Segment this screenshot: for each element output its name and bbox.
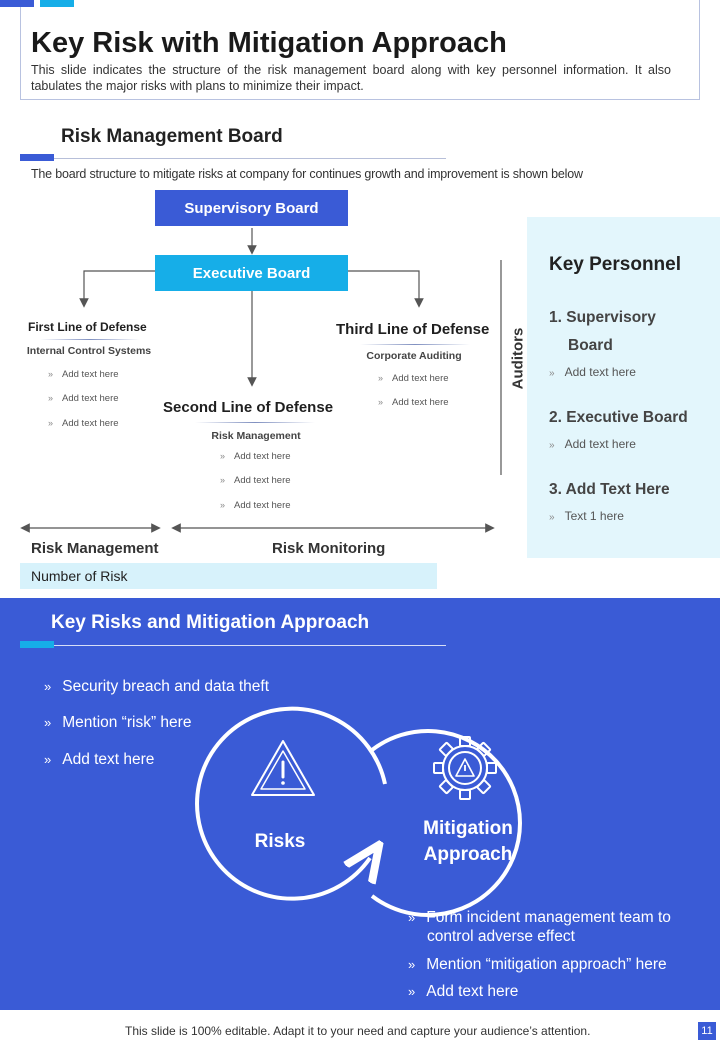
page-subtitle: This slide indicates the structure of the risk management board along with key personnel information. It also tabulates the major risks with plans to minimize their impact. bbox=[31, 63, 671, 93]
key-personnel-item: 3. Add Text Here bbox=[549, 481, 670, 498]
third-line-subtitle: Corporate Auditing bbox=[366, 350, 462, 362]
auditors-label: Auditors bbox=[509, 327, 527, 390]
page-number: 11 bbox=[698, 1022, 716, 1040]
risk-management-label: Risk Management bbox=[31, 540, 159, 557]
key-personnel-item: 1. Supervisory bbox=[549, 309, 656, 326]
risks-circle-arc bbox=[197, 709, 385, 899]
risk-bullet: » Security breach and data theft bbox=[44, 678, 270, 695]
warning-triangle-icon bbox=[252, 741, 314, 795]
second-line-bullet: » Add text here bbox=[220, 500, 291, 511]
key-personnel-item-cont: Board bbox=[568, 337, 613, 354]
footer-note: This slide is 100% editable. Adapt it to your need and capture your audience’s attention. bbox=[125, 1024, 591, 1038]
risks-label: Risks bbox=[254, 831, 306, 852]
key-personnel-bullet: » Add text here bbox=[549, 437, 636, 451]
executive-board-box: Executive Board bbox=[155, 255, 348, 291]
approach-bullet: » Mention “mitigation approach” here bbox=[408, 956, 667, 973]
risk-mitigation-cycle bbox=[0, 598, 720, 1010]
third-line-bullet: » Add text here bbox=[378, 373, 449, 384]
board-section-title: Risk Management Board bbox=[61, 126, 283, 147]
second-line-bullet: » Add text here bbox=[220, 475, 291, 486]
second-line-subtitle: Risk Management bbox=[211, 430, 301, 442]
key-personnel-bullet: » Text 1 here bbox=[549, 509, 624, 523]
risk-monitoring-label: Risk Monitoring bbox=[272, 540, 386, 557]
second-line-underline bbox=[195, 422, 315, 423]
key-personnel-item: 2. Executive Board bbox=[549, 409, 688, 426]
first-line-subtitle: Internal Control Systems bbox=[26, 345, 152, 357]
mitigation-section-title: Key Risks and Mitigation Approach bbox=[51, 612, 370, 633]
key-personnel-title: Key Personnel bbox=[549, 254, 681, 275]
second-line-bullet: » Add text here bbox=[220, 451, 291, 462]
key-personnel-bullet: » Add text here bbox=[549, 365, 636, 379]
third-line-bullet: » Add text here bbox=[378, 397, 449, 408]
supervisory-board-box: Supervisory Board bbox=[155, 190, 348, 226]
first-line-title: First Line of Defense bbox=[28, 320, 147, 334]
page-title: Key Risk with Mitigation Approach bbox=[31, 27, 507, 59]
risk-bullet: » Mention “risk” here bbox=[44, 714, 192, 731]
second-line-title: Second Line of Defense bbox=[163, 399, 334, 416]
approach-bullet: » Add text here bbox=[408, 983, 519, 1000]
risk-bullet: » Add text here bbox=[44, 751, 155, 768]
first-line-bullet: » Add text here bbox=[48, 418, 119, 429]
third-line-underline bbox=[360, 344, 470, 345]
first-line-underline bbox=[40, 339, 140, 340]
first-line-bullet: » Add text here bbox=[48, 393, 119, 404]
gear-warning-icon bbox=[434, 737, 496, 799]
approach-bullet: » Form incident management team to bbox=[408, 909, 671, 926]
board-description: The board structure to mitigate risks at company for continues growth and improvement is shown below bbox=[31, 167, 583, 181]
approach-bullet-cont: control adverse effect bbox=[427, 928, 575, 945]
first-line-bullet: » Add text here bbox=[48, 369, 119, 380]
number-of-risk-bar: Number of Risk bbox=[20, 563, 437, 589]
mitigation-label-line2: Approach bbox=[423, 844, 513, 865]
mitigation-label-line1: Mitigation bbox=[423, 818, 513, 839]
third-line-title: Third Line of Defense bbox=[336, 321, 490, 338]
